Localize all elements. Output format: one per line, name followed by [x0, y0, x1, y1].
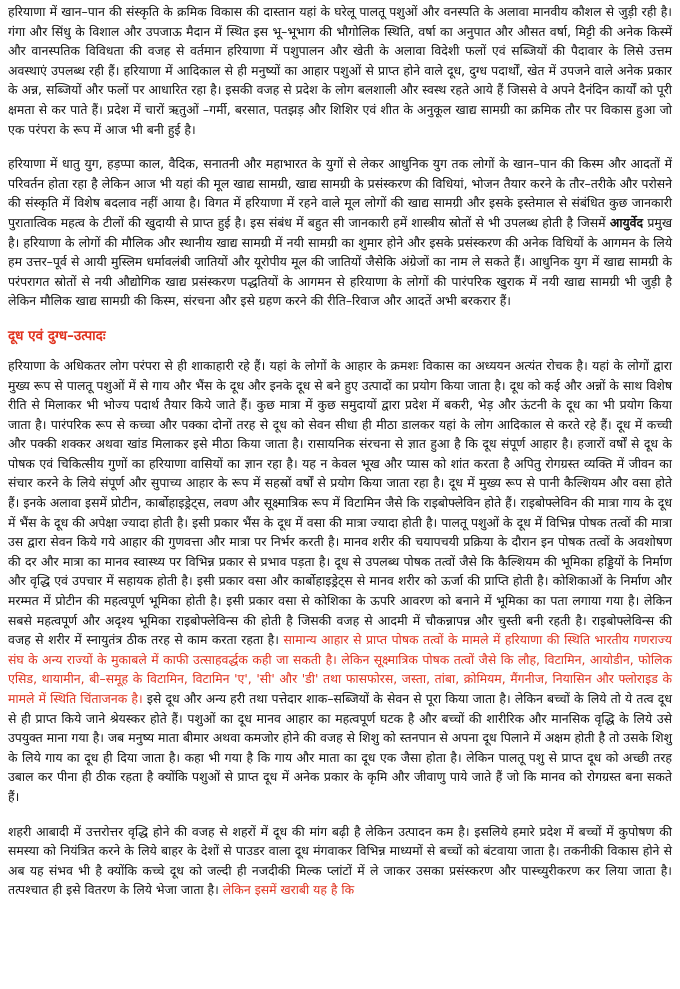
paragraph-spacer [8, 139, 672, 154]
milk-paragraph-2 [8, 822, 672, 900]
paragraph-spacer [8, 807, 672, 822]
ayurveda-bold-term: आयुर्वेद [609, 214, 644, 230]
paragraph-spacer [8, 311, 672, 326]
heading-spacer [8, 346, 672, 356]
intro-paragraph-2 [8, 154, 672, 311]
highlighted-nutrition-note: सामान्य आहार से प्राप्त पोषक तत्वों के मामले में हरियाणा की स्थिति भारतीय गणराज्य संघ के अन्य राज्यों के मुकाबले में काफी उत्साहवर्द्धक कही जा सकती है। लेकिन सूक्ष्मात्रिक पोषक तत्वों जैसे कि लौह, विटामिन, आयोडीन, फोलिक एसिड, थायामीन, बी–समूह के विटामिन, विटामिन 'ए', 'सी' और 'डी' तथा फासफोरस, जस्ता, तांबा, क्रोमियम, मैंगनीज, नियासिन और फ्लोराइड के मामले में स्थिति चिंताजनक है। [8, 632, 672, 706]
highlighted-drawback-note: लेकिन इसमें खराबी यह है कि [222, 882, 355, 898]
intro-paragraph-2-text-b: प्रमुख है। हरियाणा के लोगों की मौलिक और स्थानीय खाद्य सामग्री में नयी सामग्री का शुमार होने और इसके प्रसंस्करण की अनेक विधियों के आगमन के लिये हम उत्तर–पूर्व से आयी मुस्लिम धर्मावलंबी जातियों और यूरोपीय मूल की जातियों जैसेकि अंग्रेजों का नाम ले सकते हैं। आधुनिक युग में खाद्य सामग्री के परंपरागत स्रोतों से नयी औद्योगिक खाद्य प्रसंस्करण पद्धतियों के आगमन से हरियाणा के लोगों की पारंपरिक खुराक में नयी खाद्य सामग्री भी जुड़ी है लेकिन मौलिक खाद्य सामग्री की किस्म, संरचना और इसे ग्रहण करने की रीति–रिवाज और आदतें अभी बरकरार हैं। [8, 214, 672, 309]
milk-paragraph-1 [8, 356, 672, 807]
milk-paragraph-1-text-a: हरियाणा के अधिकतर लोग परंपरा से ही शाकाहारी रहे हैं। यहां के लोगों के आहार के क्रमशः विकास का अध्ययन अत्यंत रोचक है। यहां के लोगों द्वारा मुख्य रूप से पालतू पशुओं में से गाय और भैंस के दूध और इनके दूध से बने हुए उत्पादों का प्रयोग किया जाता है। दूध को कई और अन्नों के साथ विशेष रीति से मिलाकर भी भोज्य पदार्थ तैयार किये जाते हैं। कुछ मात्रा में कुछ समुदायों द्वारा प्रदेश में बकरी, भेड़ और ऊंटनी के दूध का भी प्रयोग किया जाता है। पारंपरिक रूप से कच्चा और पक्का दोनों तरह से दूध को सेवन सीधा ही मीठा डालकर यहां के लोग आदिकाल से करते रहे हैं। दूध में कच्ची और पक्की शक्कर अथवा खांड मिलाकर इसे मीठा किया जाता है। रासायनिक संरचना से ज्ञात हुआ है कि दूध संपूर्ण आहार है। हजारों वर्षों से दूध के पोषक एवं चिकित्सीय गुणों का हरियाणा वासियों का ज्ञान रहा है। यह न केवल भूख और प्यास को शांत करता है अपितु रोगग्रस्त व्यक्ति में जीवन का संचार करने के लिये संपूर्ण और सुपाच्य आहार के रूप में सहस्रों वर्षों से प्रयोग किया जाता रहा है। दूध में मुख्य रूप से पानी कैल्शियम और वसा होते हैं। इनके अलावा इसमें प्रोटीन, कार्बोहाइड्रेट्स, लवण और सूक्ष्मात्रिक रूप में विटामिन जैसे कि राइबोफ्लेविन होते हैं। राइबोफ्लेविन की मात्रा गाय के दूध में भैंस के दूध की अपेक्षा ज्यादा होती है। इसी प्रकार भैंस के दूध में वसा की मात्रा ज्यादा होती है। पालतू पशुओं के दूध में विभिन्न पोषक तत्वों की मात्रा उस द्वारा सेवन किये गये आहार की गुणवत्ता और मात्रा पर निर्भर करती है। मानव शरीर की चयापचयी प्रक्रिया के दौरान इन पोषक तत्वों के अवशोषण की दर और मात्रा का मानव स्वास्थ्य पर विभिन्न प्रकार से प्रभाव पड़ता है। दूध से उपलब्ध पोषक तत्वों जैसे कि कैल्शियम की भूमिका हड्डियों के निर्माण और वृद्धि एवं उपचार में सहायक होती है। इसी प्रकार वसा और कार्बोहाइड्रेट्स से मानव शरीर को ऊर्जा की प्राप्ति होती है। कोशिकाओं के निर्माण और मरम्मत में प्रोटीन की महत्वपूर्ण भूमिका होती है। इसी प्रकार वसा से कोशिका के ऊपरि आवरण को बनाने में भूमिका का पता लगाया गया है। लेकिन सबसे महत्वपूर्ण और अदृश्य भूमिका राइबोफ्लेविन्स की होती है जिसकी वजह से आदमी में चौकन्नापन्न और चुस्ती बनी रहती है। राइबोफ्लेविन्स की वजह से शरीर में स्नायुतंत्र ठीक तरह से काम करता रहता है। [8, 357, 672, 648]
milk-paragraph-2-text-a: शहरी आबादी में उत्तरोत्तर वृद्धि होने की वजह से शहरों में दूध की मांग बढ़ी है लेकिन उत्पादन कम है। इसलिये हमारे प्रदेश में बच्चों में कुपोषण की समस्या को नियंत्रित करने के लिये बाहर के देशों से पाउडर वाला दूध मंगवाकर विभिन्न माध्यमों से बच्चों को बंटवाया जाता है। तकनीकी विकास होने से अब यह संभव भी है क्योंकि कच्चे दूध को जल्दी ही नजदीकी मिल्क प्लांटों में ले जाकर उसका प्रसंस्करण और पास्च्युरीकरण कर लिया जाता है। तत्पश्चात ही इसे वितरण के लिये भेजा जाता है। [8, 823, 672, 898]
intro-paragraph-1: हरियाणा में खान–पान की संस्कृति के क्रमिक विकास की दास्तान यहां के घरेलू पालतू पशुओं और वनस्पति के अलावा मानवीय कौशल से जुड़ी रही है। गंगा और सिंधु के विशाल और उपजाऊ मैदान में स्थित इस भू–भूभाग की भौगोलिक स्थिति, वर्षा का अनुपात और औसत वर्षा, मिट्टी की अनेक किस्में और वानस्पतिक विविधता की वजह से वर्तमान हरियाणा में पशुपालन और खेती के अलावा विदेशी फलों एवं सब्जियों की पैदावार के लिसे उत्तम अवस्थाएं उपलब्ध रही हैं। हरियाणा में आदिकाल से ही मनुष्यों का आहार पशुओं से प्राप्त होने वाले दूध, दुग्ध पदार्थों, खेत में उपजने वाले अनेक प्रकार के अन्न, सब्जियों और फलों पर आधारित रहा है। इसकी वजह से प्रदेश के लोग बलशाली और स्वस्थ रहते आये हैं जिससे वे अपने दैनंदिन कार्यों को पूरी क्षमता से कर पाते हैं। प्रदेश में चारों ऋतुओं –गर्मी, बरसात, पतझड़ और शिशिर एवं शीत के अनुकूल खाद्य सामग्री का क्रमिक तौर पर विकास हुआ जो एक परंपरा के रूप में आज भी बनी हुई है। [8, 4, 672, 137]
section-heading: दूध एवं दुग्ध–उत्पादः [8, 327, 106, 344]
intro-paragraph-2-text-a: हरियाणा में धातु युग, हड़प्पा काल, वैदिक, सनातनी और महाभारत के युगों से लेकर आधुनिक युग तक लोगों के खान–पान की किस्म और आदतों में परिवर्तन होता रहा है लेकिन आज भी यहां की मूल खाद्य सामग्री, खाद्य सामग्री के प्रसंस्करण की विधियां, भोजन तैयार करने के तौर–तरीके और परोसने की संस्कृति में विशेष बदलाव नहीं आया है। विगत में हरियाणा में रहने वाले मूल लोगों की खाद्य सामग्री और इसके इस्तेमाल से संबंधित कुछ जानकारी पुरातात्विक महत्व के टीलों की खुदायी से प्राप्त हुई है। इस संबंध में बहुत सी जानकारी हमें शास्त्रीय स्रोतों से भी उपलब्ध होती है जिसमें [8, 156, 672, 230]
milk-paragraph-1-text-b: इसे दूध और अन्य हरी तथा पत्तेदार शाक–सब्जियों के सेवन से पूरा किया जाता है। लेकिन बच्चों के लिये तो ये तत्व दूध से ही प्राप्त किये जाने श्रेयस्कर होते हैं। पशुओं का दूध मानव आहार का महत्वपूर्ण घटक है और बच्चों की शारीरिक और मानसिक वृद्धि के लिये उसे उपयुक्त माना गया है। जब मनुष्य माता बीमार अथवा कमजोर होने की वजह से शिशु को स्तनपान से अपना दूध पिलाने में अक्षम होती है तो उसके शिशु के लिये गाय का दूध ही दिया जाता है। कहा भी गया है कि गाय और माता का दूध एक जैसा होता है। लेकिन पालतू पशु से प्राप्त दूध को अच्छी तरह उबाल कर पीना ही ठीक रहता है क्योंकि पशुओं से प्राप्त दूध में अनेक प्रकार के कृमि और जीवाणु पाये जाते हैं जो कि मानव को रोगग्रस्त बना सकते हैं। [8, 691, 672, 804]
